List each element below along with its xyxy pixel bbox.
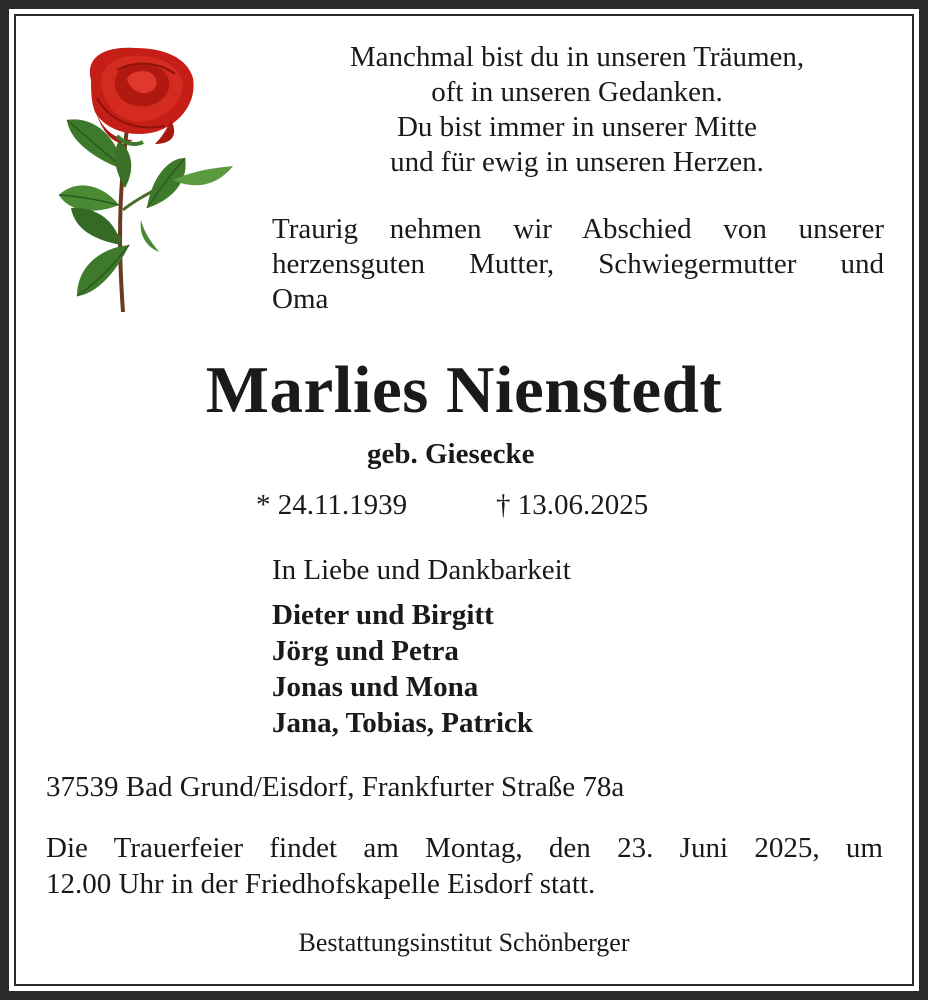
mourner: Jana, Tobias, Patrick [272,707,534,739]
poem-line: und für ewig in unseren Herzen. [390,146,764,178]
intro-text [272,212,884,317]
service-line: Die Trauerfeier findet am Montag, den 23. Juni 2025, um [46,832,883,864]
deceased-name: Marlies Nienstedt [205,353,723,427]
intro-line: herzensguten Mutter, Schwiegermutter und [272,248,884,280]
poem-line: oft in unseren Gedanken. [431,76,723,108]
service-line: 12.00 Uhr in der Friedhofskapelle Eisdorf statt. [46,868,596,900]
intro-line: Oma [272,283,329,315]
birth-date: * 24.11.1939 [256,489,408,521]
mourner: Jörg und Petra [272,635,459,667]
death-date: † 13.06.2025 [496,489,649,521]
poem-line: Du bist immer in unserer Mitte [396,111,758,143]
poem-line: Manchmal bist du in unseren Träumen, [349,41,805,73]
greeting: In Liebe und Dankbarkeit [272,554,571,586]
maiden-name: geb. Giesecke [367,438,535,470]
mourners-list [272,597,533,741]
mourner: Jonas und Mona [272,671,479,703]
poem [270,40,884,180]
intro-line: Traurig nehmen wir Abschied von unserer [272,213,884,245]
red-rose-icon [55,40,240,315]
mourner: Dieter und Birgitt [272,599,494,631]
funeral-home: Bestattungsinstitut Schönberger [298,928,630,957]
service-info [46,830,883,902]
address: 37539 Bad Grund/Eisdorf, Frankfurter Straße 78a [46,771,625,803]
